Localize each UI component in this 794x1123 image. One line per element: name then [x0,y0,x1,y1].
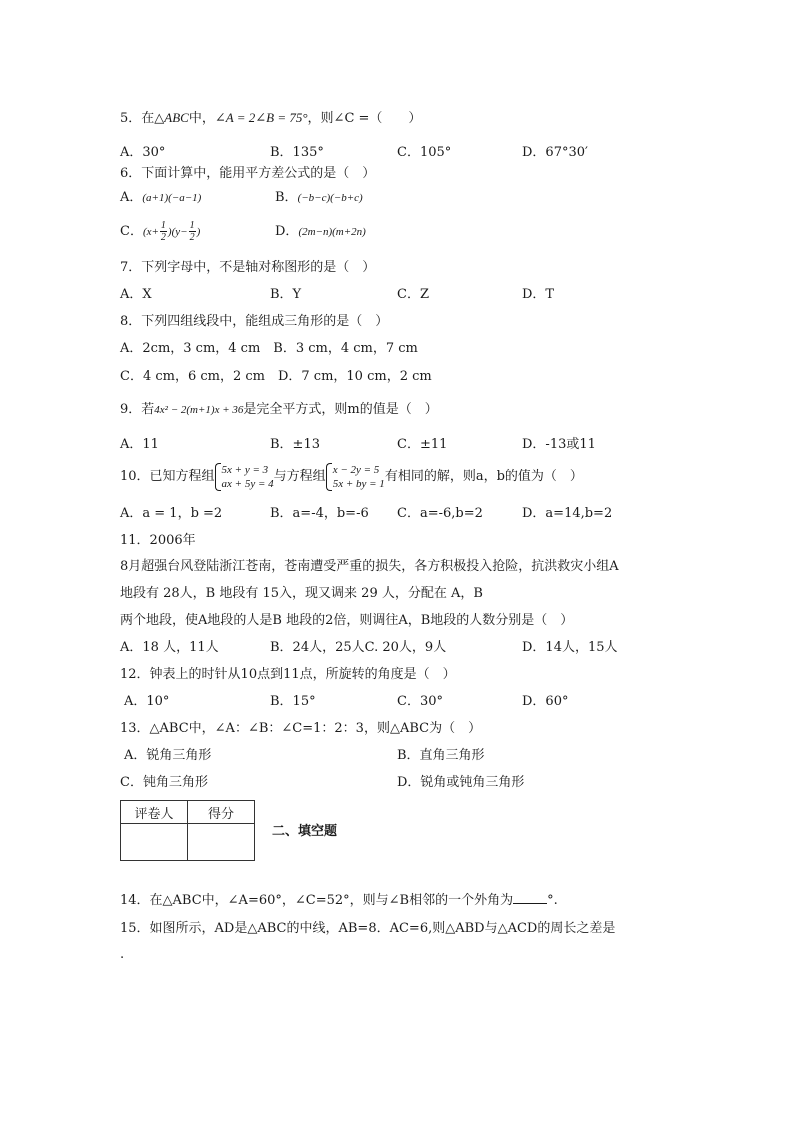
question-13-option-a: A．锐角三角形 [124,748,212,763]
left-brace-icon [326,463,332,491]
question-15-line-1: 15．如图所示，AD是△ABC的中线，AB=8．AC=6,则△ABD与△ACD的周长之差是 [120,921,616,936]
question-9-stem: 9．若4x² − 2(m+1)x + 36是完全平方式，则m的值是（ ） [120,402,438,417]
question-10-option-d: D．a=14,b=2 [522,506,613,521]
question-7-option-a: A．X [120,287,152,302]
question-8-stem: 8．下列四组线段中，能组成三角形的是（ ） [120,314,389,329]
question-15-line-2: . [120,947,125,962]
question-7-option-c: C．Z [397,287,429,302]
question-13-option-b: B．直角三角形 [397,748,485,763]
question-13-option-d: D．锐角或钝角三角形 [397,775,525,790]
question-11-option-b-c: B．24人，25人C. 20人，9人 [270,640,447,655]
question-11-option-d: D．14人，15人 [522,640,618,655]
grader-cell[interactable] [121,824,188,861]
question-10-stem: 10．已知方程组 5x + y = 3 ax + 5y = 4 与方程组 x − 2y = 5 5x + by = 1 有相同的解，则a，b的值为（ ） [120,463,583,490]
question-13-option-c: C．钝角三角形 [120,775,208,790]
question-10-option-b: B．a=-4，b=-6 [270,506,369,521]
question-5-option-b: B．135° [270,145,324,160]
left-brace-icon [215,463,221,491]
answer-blank[interactable] [513,891,547,904]
question-12-option-c: C．30° [397,694,443,709]
question-11-line-3: 地段有 28人，B 地段有 15入，现又调来 29 人，分配在 A，B [120,586,483,601]
question-9-option-a: A．11 [120,437,159,452]
question-9-option-d: D．-13或11 [522,437,596,452]
grading-table [120,800,255,861]
question-12-option-a: A．10° [124,694,170,709]
question-11-option-a: A．18 人，11人 [120,640,219,655]
question-13-stem: 13．△ABC中，∠A：∠B：∠C=1：2：3，则△ABC为（ ） [120,721,482,736]
fraction-one-half: $\frac{1}{2}$ [189,220,195,243]
question-5-option-d: D．67°30′ [522,145,588,160]
fraction-one-half: $\frac{1}{2}$ [160,220,166,243]
question-7-option-d: D．T [522,287,555,302]
question-6-stem: 6．下面计算中，能用平方差公式的是（ ） [120,166,376,181]
section-title: 二、填空题 [272,824,338,839]
question-6-option-a: A．(a+1)(−a−1) [120,190,202,205]
question-8-options-row-2: C．4 cm，6 cm，2 cm D．7 cm，10 cm，2 cm [120,369,432,384]
question-5-option-a: A．30° [120,145,166,160]
question-10-option-c: C．a=-6,b=2 [397,506,483,521]
question-12-stem: 12．钟表上的时针从10点到11点，所旋转的角度是（ ） [120,667,456,682]
question-8-options-row-1: A．2cm，3 cm，4 cm B．3 cm，4 cm，7 cm [120,341,418,356]
question-10-option-a: A．a = 1，b =2 [120,506,223,521]
question-12-option-b: B．15° [270,694,316,709]
equation-system-1: 5x + y = 3 ax + 5y = 4 [215,463,274,491]
question-6-option-c: C．(x+ $\frac{1}{2}$ )(y− $\frac{1}{2}$ ) [120,220,201,243]
question-7-stem: 7．下列字母中，不是轴对称图形的是（ ） [120,260,376,275]
score-cell[interactable] [188,824,255,861]
question-5-stem: 5．在△ABC中，∠A = 2∠B = 75°，则∠C =（ ） [120,110,422,126]
score-header: 得分 [188,801,255,824]
question-12-option-d: D．60° [522,694,569,709]
grader-header: 评卷人 [121,801,188,824]
question-6-option-b: B．(−b−c)(−b+c) [275,190,363,205]
question-14-stem: 14．在△ABC中，∠A=60°，∠C=52°，则与∠B相邻的一个外角为 °. [120,893,558,908]
question-11-line-2: 8月超强台风登陆浙江苍南，苍南遭受严重的损失，各方积极投入抢险，抗洪救灾小组A [120,559,619,574]
question-5-option-c: C．105° [397,145,452,160]
question-9-option-b: B．±13 [270,437,320,452]
question-6-option-d: D．(2m−n)(m+2n) [275,224,366,239]
question-11-line-1: 11．2006年 [120,533,196,548]
question-7-option-b: B．Y [270,287,302,302]
question-9-option-c: C．±11 [397,437,448,452]
equation-system-2: x − 2y = 5 5x + by = 1 [326,463,385,491]
question-11-line-4: 两个地段，使A地段的人是B 地段的2倍，则调往A，B地段的人数分别是（ ） [120,613,574,628]
